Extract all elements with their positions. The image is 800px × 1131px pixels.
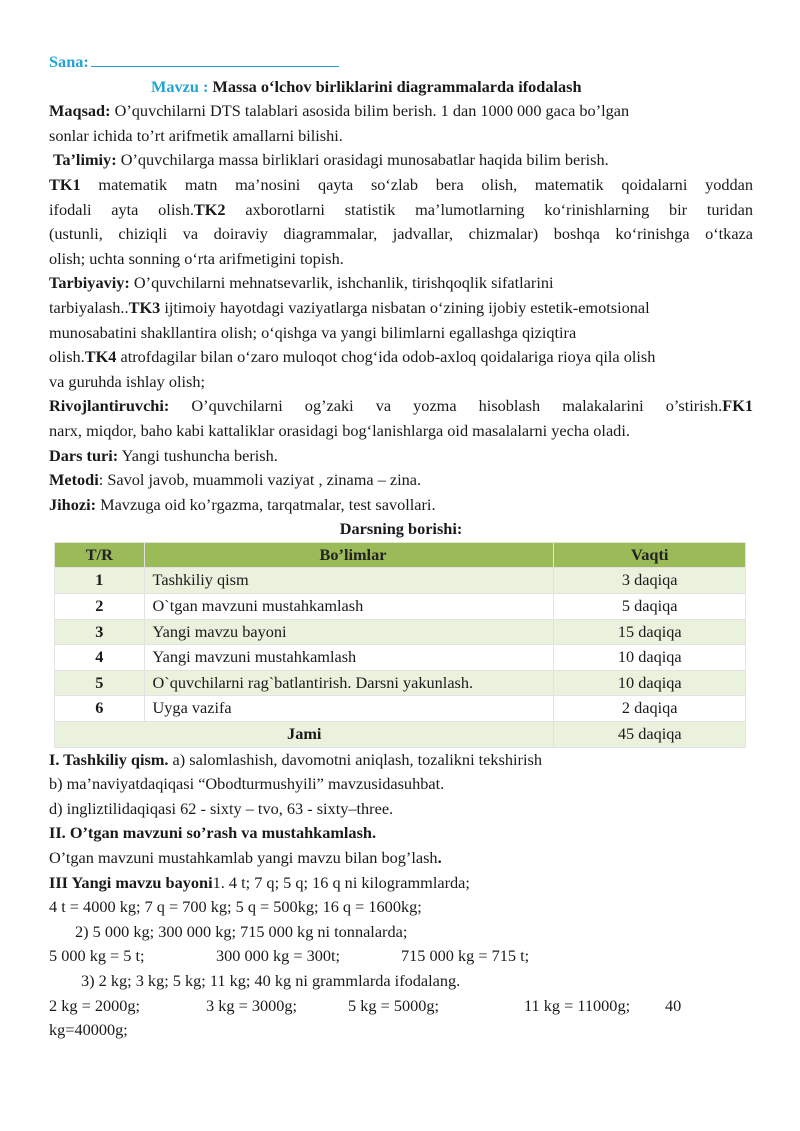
answer2-part3: 715 000 kg = 715 t;: [401, 946, 530, 966]
section3-answer1: 4 t = 4000 kg; 7 q = 700 kg; 5 q = 500kg; 16 q = 1600kg;: [49, 897, 422, 917]
lesson-schedule-table: [54, 542, 746, 748]
header-tr: T/R: [55, 542, 145, 568]
dars-turi-row: [49, 444, 753, 469]
section3-answer3: [49, 994, 753, 1019]
fk1-label: FK1: [722, 396, 753, 416]
jihozi-row: [49, 493, 753, 518]
section1-label: I. Tashkiliy qism.: [49, 749, 169, 769]
row-time: 10 daqiqa: [554, 645, 746, 671]
section3-task3: 3) 2 kg; 3 kg; 5 kg; 11 kg; 40 kg ni grammlarda ifodalang.: [81, 970, 461, 990]
total-label: Jami: [55, 722, 554, 748]
dars-turi-text: Yangi tushuncha berish.: [121, 445, 278, 465]
answer3-part4: 11 kg = 11000g;: [524, 995, 631, 1015]
total-time: 45 daqiqa: [554, 722, 746, 748]
row-number: 1: [55, 568, 145, 594]
header-sections: Bo’limlar: [144, 542, 554, 568]
tk2-line-3: (ustunli, chiziqli va doiraviy diagrammalar, jadvallar, chizmalar) boshqa ko‘rinishga o‘tkaza: [49, 224, 753, 244]
mavzu-title: Massa o‘lchov birliklarini diagrammalarda ifodalash: [212, 76, 582, 96]
sana-row: [49, 50, 753, 75]
row-time: 3 daqiqa: [554, 568, 746, 594]
tk3-line-3: munosabatini shakllantira olish; o‘qishga va yangi bilimlarni egallashga qiziqtira: [49, 322, 577, 342]
tarbiyaviy-text-2: tarbiyalash..: [49, 297, 129, 317]
table-header-row: [55, 542, 746, 568]
section3-task1: 1. 4 t; 7 q; 5 q; 16 q ni kilogrammlarda;: [212, 872, 470, 892]
tk2-text: axborotlarni statistik ma’lumotlarning ko‘rinishlarning bir turidan: [245, 199, 753, 219]
table-row: [55, 696, 746, 722]
table-row: [55, 645, 746, 671]
section1-text: a) salomlashish, davomotni aniqlash, tozalikni tekshirish: [168, 749, 542, 769]
row-time: 2 daqiqa: [554, 696, 746, 722]
row-section: Tashkiliy qism: [144, 568, 554, 594]
maqsad-row: [49, 99, 753, 124]
answer3-part5: 40: [665, 995, 682, 1015]
answer2-part2: 300 000 kg = 300t;: [216, 946, 341, 966]
table-total-row: [55, 722, 746, 748]
table-row: [55, 594, 746, 620]
tk3-text: ijtimoiy hayotdagi vaziyatlarga nisbatan o‘zining ijobiy estetik-emotsional: [164, 297, 650, 317]
tk1-text: matematik matn ma’nosini qayta so‘zlab bera olish, matematik qoidalarni yoddan: [98, 174, 753, 194]
section1-row: [49, 748, 753, 773]
row-section: O`tgan mavzuni mustahkamlash: [144, 594, 554, 620]
row-number: 5: [55, 670, 145, 696]
metodi-label: Metodi: [49, 470, 99, 490]
tk1-text-2: ifodali ayta olish.: [49, 199, 194, 219]
tarbiyaviy-label: Tarbiyaviy:: [49, 273, 130, 293]
section2-text: O’tgan mavzuni mustahkamlab yangi mavzu bilan bog’lash: [49, 848, 438, 867]
section1-d: d) ingliztilidaqiqasi 62 - sixty – tvo, 63 - sixty–three.: [49, 798, 394, 818]
section3-answer3-cont: kg=40000g;: [49, 1020, 128, 1040]
table-row: [55, 568, 746, 594]
rivoj-row: [49, 394, 753, 419]
jihozi-label: Jihozi:: [49, 494, 97, 514]
row-number: 3: [55, 619, 145, 645]
section2-row: [49, 846, 753, 871]
answer3-part2: 3 kg = 3000g;: [206, 995, 298, 1015]
row-section: Yangi mavzuni mustahkamlash: [144, 645, 554, 671]
fk1-line-2: narx, miqdor, baho kabi kattaliklar orasidagi bog‘lanishlarga oid masalalarni yecha oladi.: [49, 420, 630, 440]
rivoj-text: O’quvchilarni og’zaki va yozma hisoblash malakalarini o’stirish.: [191, 396, 723, 416]
metodi-text: : Savol javob, muammoli vaziyat , zinama – zina.: [98, 470, 422, 490]
tk4-line-5: va guruhda ishlay olish;: [49, 371, 206, 391]
sana-label: Sana:: [49, 52, 89, 71]
row-section: O`quvchilarni rag`batlantirish. Darsni yakunlash.: [144, 670, 554, 696]
talimiy-row: [49, 148, 753, 173]
mavzu-label: Mavzu :: [151, 76, 209, 96]
answer3-part3: 5 kg = 5000g;: [348, 995, 440, 1015]
answer3-part1: 2 kg = 2000g;: [49, 995, 141, 1015]
jihozi-text: Mavzuga oid ko’rgazma, tarqatmalar, test savollari.: [100, 494, 436, 514]
section1-b: b) ma’naviyatdaqiqasi “Obodturmushyili” mavzusidasuhbat.: [49, 774, 445, 794]
answer2-part1: 5 000 kg = 5 t;: [49, 946, 145, 966]
row-time: 10 daqiqa: [554, 670, 746, 696]
section3-task2: 2) 5 000 kg; 300 000 kg; 715 000 kg ni tonnalarda;: [75, 921, 408, 941]
tk1-line-2: [49, 198, 753, 223]
tk2-line-4: olish; uchta sonning o‘rta arifmetigini topish.: [49, 248, 344, 268]
metodi-row: [49, 468, 753, 493]
row-section: Uyga vazifa: [144, 696, 554, 722]
mavzu-row: [49, 75, 753, 100]
section2-label: II. O’tgan mavzuni so’rash va mustahkamlash.: [49, 823, 377, 843]
rivoj-label: Rivojlantiruvchi:: [49, 396, 170, 416]
table-row: [55, 619, 746, 645]
section3-row: [49, 871, 753, 896]
maqsad-label: Maqsad:: [49, 101, 111, 121]
sana-blank-line: [91, 50, 339, 67]
talimiy-label: Ta’limiy:: [53, 150, 117, 170]
tk3-line-2: [49, 296, 753, 321]
dars-turi-label: Dars turi:: [49, 445, 119, 465]
row-time: 5 daqiqa: [554, 594, 746, 620]
borishi-title: Darsning borishi:: [339, 519, 463, 539]
section2-dot: .: [437, 848, 442, 867]
tk1-label: TK1: [49, 174, 81, 194]
section3-label: III Yangi mavzu bayoni: [49, 872, 213, 892]
section3-answer2: [49, 944, 753, 969]
document-body: [49, 50, 753, 1043]
row-number: 6: [55, 696, 145, 722]
tk4-label: TK4: [84, 347, 117, 367]
tk1-line-1: [49, 173, 753, 198]
tk4-text: atrofdagilar bilan o‘zaro muloqot chog‘ida odob-axloq qoidalariga rioya qila olish: [120, 347, 656, 367]
row-section: Yangi mavzu bayoni: [144, 619, 554, 645]
maqsad-text-2: sonlar ichida to’rt arifmetik amallarni bilishi.: [49, 125, 343, 145]
row-time: 15 daqiqa: [554, 619, 746, 645]
row-number: 4: [55, 645, 145, 671]
talimiy-text: O’quvchilarga massa birliklari orasidagi munosabatlar haqida bilim berish.: [120, 150, 609, 170]
tk4-line-4: [49, 345, 753, 370]
tk3-label: TK3: [128, 297, 161, 317]
tk3-text-4: olish.: [49, 347, 85, 367]
tarbiyaviy-text: O’quvchilarni mehnatsevarlik, ishchanlik, tirishqoqlik sifatlarini: [133, 273, 554, 293]
row-number: 2: [55, 594, 145, 620]
maqsad-text: O’quvchilarni DTS talablari asosida bilim berish. 1 dan 1000 000 gaca bo’lgan: [114, 101, 630, 121]
header-time: Vaqti: [554, 542, 746, 568]
tk2-label: TK2: [193, 199, 226, 219]
tarbiyaviy-row: [49, 271, 753, 296]
table-row: [55, 670, 746, 696]
